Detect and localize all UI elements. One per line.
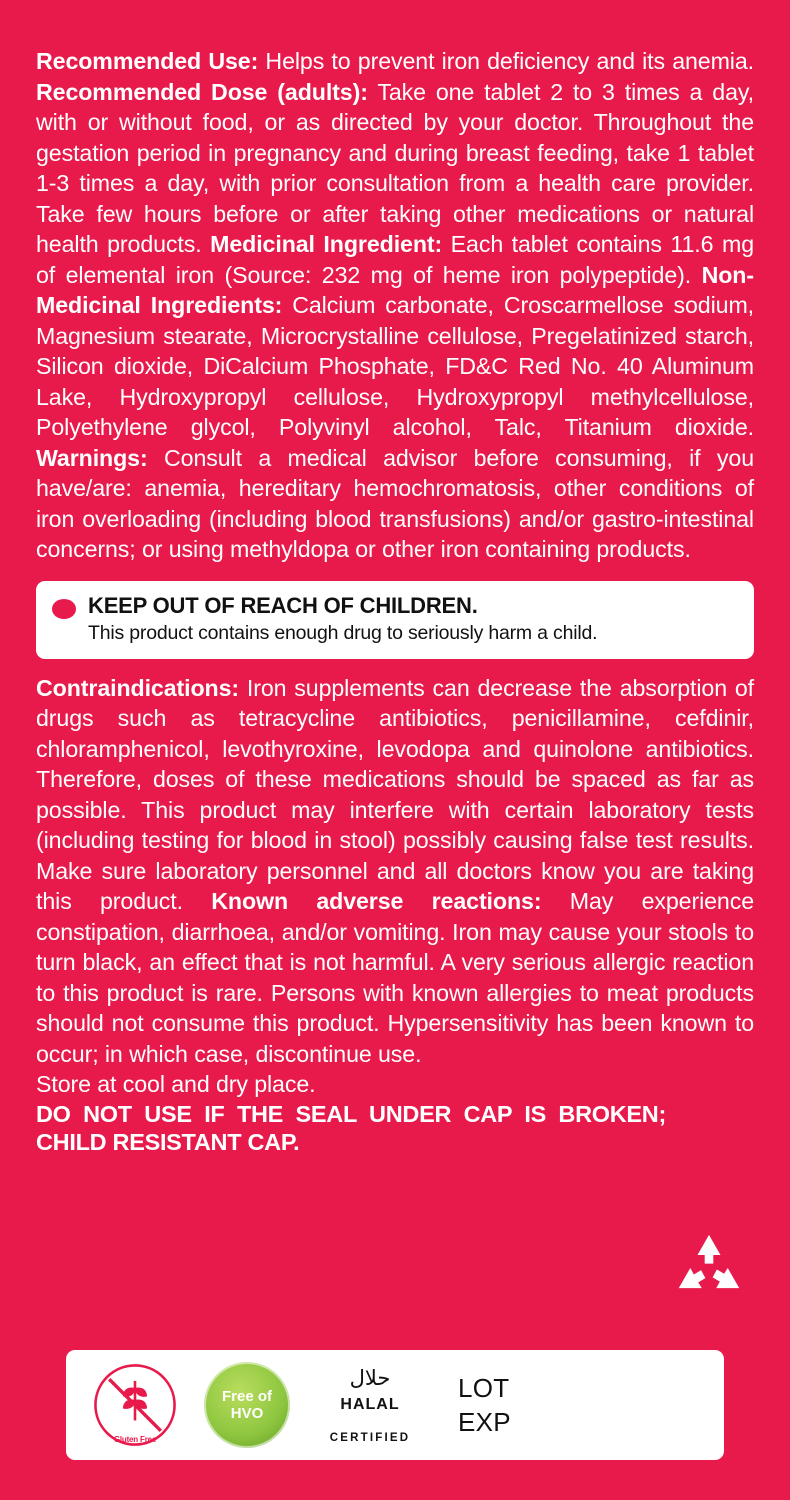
medicinal-ingredient-text: Each tablet contains 11.6 mg of elemental iron (Source: 232 mg of heme iron polypeptide). (36, 231, 754, 288)
recommended-dose-heading: Recommended Dose (adults): (36, 78, 368, 105)
keep-out-of-reach-box (36, 581, 754, 659)
exp-label: EXP (458, 1407, 511, 1437)
contraindications-text: Iron supplements can decrease the absorption of drugs such as tetracycline antibiotics, penicillamine, cefdinir, chloramphenicol, levothyroxine, levodopa and quinolone antibiotics. Therefore, doses of these medications should be spaced as far as possible. This product may interfere with certain laboratory tests (including testing for blood in stool) possibly causing false test results. Make sure laboratory personnel and all doctors know you are taking this product. (36, 674, 754, 914)
halal-latin-text: HALAL (340, 1396, 400, 1413)
adverse-reactions-heading: Known adverse reactions: (211, 888, 542, 914)
non-medicinal-heading: Non-Medicinal Ingredients: (36, 261, 754, 318)
keep-out-of-reach-text (88, 593, 597, 645)
contraindications-heading: Contraindications: (36, 674, 240, 701)
directions-paragraph (36, 46, 754, 565)
contraindications-paragraph (36, 673, 754, 1070)
recommended-use-text: Helps to prevent iron deficiency and its anemia. (258, 48, 754, 74)
adverse-reactions-text: May experience constipation, diarrhoea, and/or vomiting. Iron may cause your stools to turn black, an effect that is not harmful. A very serious allergic reaction to this product is rare. Persons with known allergies to meat products should not consume this product. Hypersensitivity has been known to occur; in which case, discontinue use. (36, 888, 754, 1067)
label-secondary-text-block (36, 673, 754, 1156)
red-dot-icon (52, 599, 76, 619)
certification-strip (66, 1350, 724, 1460)
non-medicinal-text: Calcium carbonate, Croscarmellose sodium, Magnesium stearate, Microcrystalline cellulose, Pregelatinized starch, Silicon dioxide, DiCalcium Phosphate, FD&C Red No. 40 Aluminum Lake, Hydroxypropyl cellulose, Hydroxypropyl methylcellulose, Polyethylene glycol, Polyvinyl alcohol, Talc, Titanium dioxide. (36, 292, 755, 440)
keep-out-of-reach-title: KEEP OUT OF REACH OF CHILDREN. (88, 592, 478, 618)
hvo-line2: HVO (230, 1405, 264, 1422)
recycle-icon (672, 1232, 746, 1304)
lot-exp-block (458, 1371, 511, 1439)
recommended-dose-text: Take one tablet 2 to 3 times a day, with or without food, or as directed by your doctor. Throughout the gestation period in pregnancy and during breast feeding, take 1 tablet 1-3 times a day, with prior consultation from a health care provider. Take few hours before or after taking other medications or natural health products. (36, 78, 754, 257)
gluten-free-label: Gluten Free (113, 1435, 157, 1444)
storage-text: Store at cool and dry place. (36, 1071, 316, 1097)
warnings-heading: Warnings: (36, 444, 148, 471)
hvo-line1: Free of (221, 1388, 272, 1405)
warnings-text: Consult a medical advisor before consuming, if you have/are: anemia, hereditary hemochromatosis, other conditions of iron overloading (including blood transfusions) and/or gastro-intestinal concerns; or using methyldopa or other iron containing products. (36, 444, 754, 562)
medicinal-ingredient-heading: Medicinal Ingredient: (210, 231, 443, 257)
gluten-free-icon (92, 1362, 178, 1448)
seal-warning-text: DO NOT USE IF THE SEAL UNDER CAP IS BROKEN; CHILD RESISTANT CAP. (36, 1100, 666, 1155)
recommended-use-heading: Recommended Use: (36, 48, 259, 74)
lot-label: LOT (458, 1373, 510, 1403)
halal-certified-text: CERTIFIED (329, 1432, 411, 1444)
keep-out-of-reach-subtitle: This product contains enough drug to seriously harm a child. (88, 621, 598, 644)
halal-arabic-text: حلال (349, 1366, 391, 1390)
halal-certified-icon (316, 1360, 424, 1450)
free-of-hvo-seal-icon (204, 1362, 290, 1448)
label-main-text-block (36, 46, 754, 565)
